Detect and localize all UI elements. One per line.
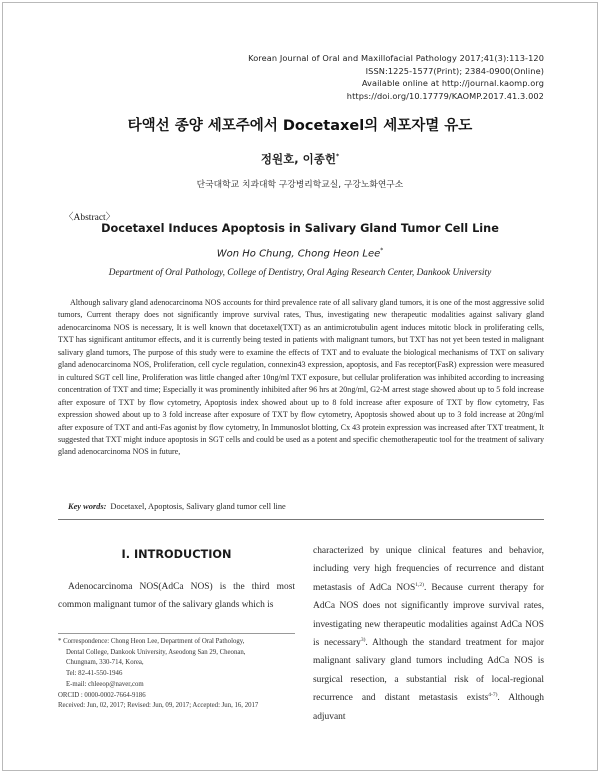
footnote-dates: Received: Jun, 02, 2017; Revised: Jun, 09, 2017; Accepted: Jun, 16, 2017 — [58, 702, 259, 710]
korean-corresponding-mark: * — [335, 153, 340, 161]
reference-1: 1,2) — [415, 581, 424, 588]
english-affiliation: Department of Oral Pathology, College of Dentistry, Oral Aging Research Center, Dankook University — [108, 268, 492, 278]
reference-2: 3) — [360, 636, 366, 643]
korean-affiliation: 단국대학교 치과대학 구강병리학교실, 구강노화연구소 — [196, 180, 404, 190]
footnote-line: Dental College, Dankook University, Aseodong San 29, Cheonan, — [66, 648, 246, 656]
korean-title: 타액선 종양 세포주에서 Docetaxel의 세포자멸 유도 — [127, 118, 473, 134]
journal-doi[interactable]: https://doi.org/10.17779/KAOMP.2017.41.3.002 — [346, 90, 544, 101]
reference-3: 4-7) — [488, 692, 498, 699]
correspondence-footnote — [58, 637, 295, 712]
abstract-divider — [58, 519, 544, 520]
keywords-text: Docetaxel, Apoptosis, Salivary gland tumor cell line — [110, 502, 286, 511]
intro-text-1: characterized by unique clinical features and behavior, including very high frequencies of recurrence and distant metastasis of AdCa NOS — [313, 546, 544, 593]
footnote-email[interactable]: E-mail: chleeop@naver,com — [66, 680, 144, 688]
keywords — [68, 502, 286, 511]
keywords-label: Key words: — [68, 502, 107, 511]
introduction-left-column: Adenocarcinoma NOS(AdCa NOS) is the third most common malignant tumor of the salivary glands which is — [58, 582, 295, 611]
intro-text-3: . Although the standard treatment for major malignant salivary gland tumors including AdCa NOS is surgical resection, a substantial risk of local-regional recurrence and distant metastasis exists — [313, 638, 544, 704]
english-title: Docetaxel Induces Apoptosis in Salivary Gland Tumor Cell Line — [101, 222, 499, 235]
journal-header — [248, 52, 544, 102]
abstract-body: Although salivary gland adenocarcinoma NOS accounts for third prevalence rate of all salivary gland tumors, it is one of the most aggressive solid tumors, Current therapy does not significantly improve survival rates, Thus, investigating new therapeutic modalities against salivary gland adenocarcinoma NOS is necessary, It is well known that docetaxel(TXT) as an antimicrotubulin agent induces mitotic block in proliferating cells, TXT has significant antitumor effects, and it is currently being tested in patients with malignant tumors, but TXT has not yet been tested in malignant salivary gland tumors, The purpose of this study were to examine the effects of TXT and to evaluate the biological mechanisms of TXT on salivary gland adenocarcinoma NOS, Proliferation, cell cycle regulation, connexin43 expression, apoptosis, and Fas receptor(FasR) expression were measured in cultured SGT cell line, Proliferation was little changed after 10ng/ml TXT exposure, but cellular proliferation was inhibited according to increasing concentration of TXT and time; Especially it was prominently inhibited after 96 hrs at 20ng/ml, G2-M arrest stage showed about up to 5 fold increase after exposure of TXT by flow cytometry, Apoptosis index showed about up to 8 fold increase after exposure of TXT by flow cytometry, Fas expression showed about up to 3 fold increase after exposure of TXT by flow cytometry, Apoptosis showed about up to 3 fold increase at 20ng/ml after exposure of TXT and anti-Fas agonist by flow cytometry, In Immunoslot blotting, Cx 43 protein expression was increased after TXT treatment, It suggested that TXT might induce apoptosis in SGT cells and could be used as a potent and specific chemotherapeutic tool for the treatment of salivary gland adenocarcinoma NOS in future, — [58, 298, 544, 457]
abstract-label: 〈Abstract〉 — [64, 213, 116, 223]
journal-issn: ISSN:1225-1577(Print); 2384-0900(Online) — [365, 65, 544, 76]
intro-text-2: . Because current therapy for AdCa NOS does not significantly improve survival rates, investigating new therapeutic modalities against AdCa NOS is necessary — [313, 582, 545, 649]
journal-url[interactable]: Available online at http://journal.kaomp.org — [361, 78, 544, 89]
footnote-orcid: ORCID : 0000-0002-7664-9186 — [58, 691, 146, 699]
footnote-line: * Correspondence: Chong Heon Lee, Department of Oral Pathology, — [58, 638, 245, 645]
english-corresponding-mark: * — [380, 247, 384, 254]
korean-author-names: 정원호, 이종헌 — [260, 152, 336, 166]
journal-citation: Korean Journal of Oral and Maxillofacial Pathology 2017;41(3):113-120 — [248, 53, 544, 63]
footnote-line: Chungnam, 330-714, Korea, — [66, 659, 144, 667]
korean-authors — [0, 151, 600, 167]
english-author-names: Won Ho Chung, Chong Heon Lee — [216, 248, 381, 260]
introduction-heading: Ⅰ. INTRODUCTION — [121, 548, 232, 561]
intro-text-4: . Although adjuvant — [313, 693, 545, 722]
english-authors — [0, 247, 600, 259]
footnote-divider — [58, 633, 295, 634]
footnote-line: Tel: 82-41-550-1946 — [66, 670, 123, 678]
introduction-right-column — [313, 542, 544, 726]
